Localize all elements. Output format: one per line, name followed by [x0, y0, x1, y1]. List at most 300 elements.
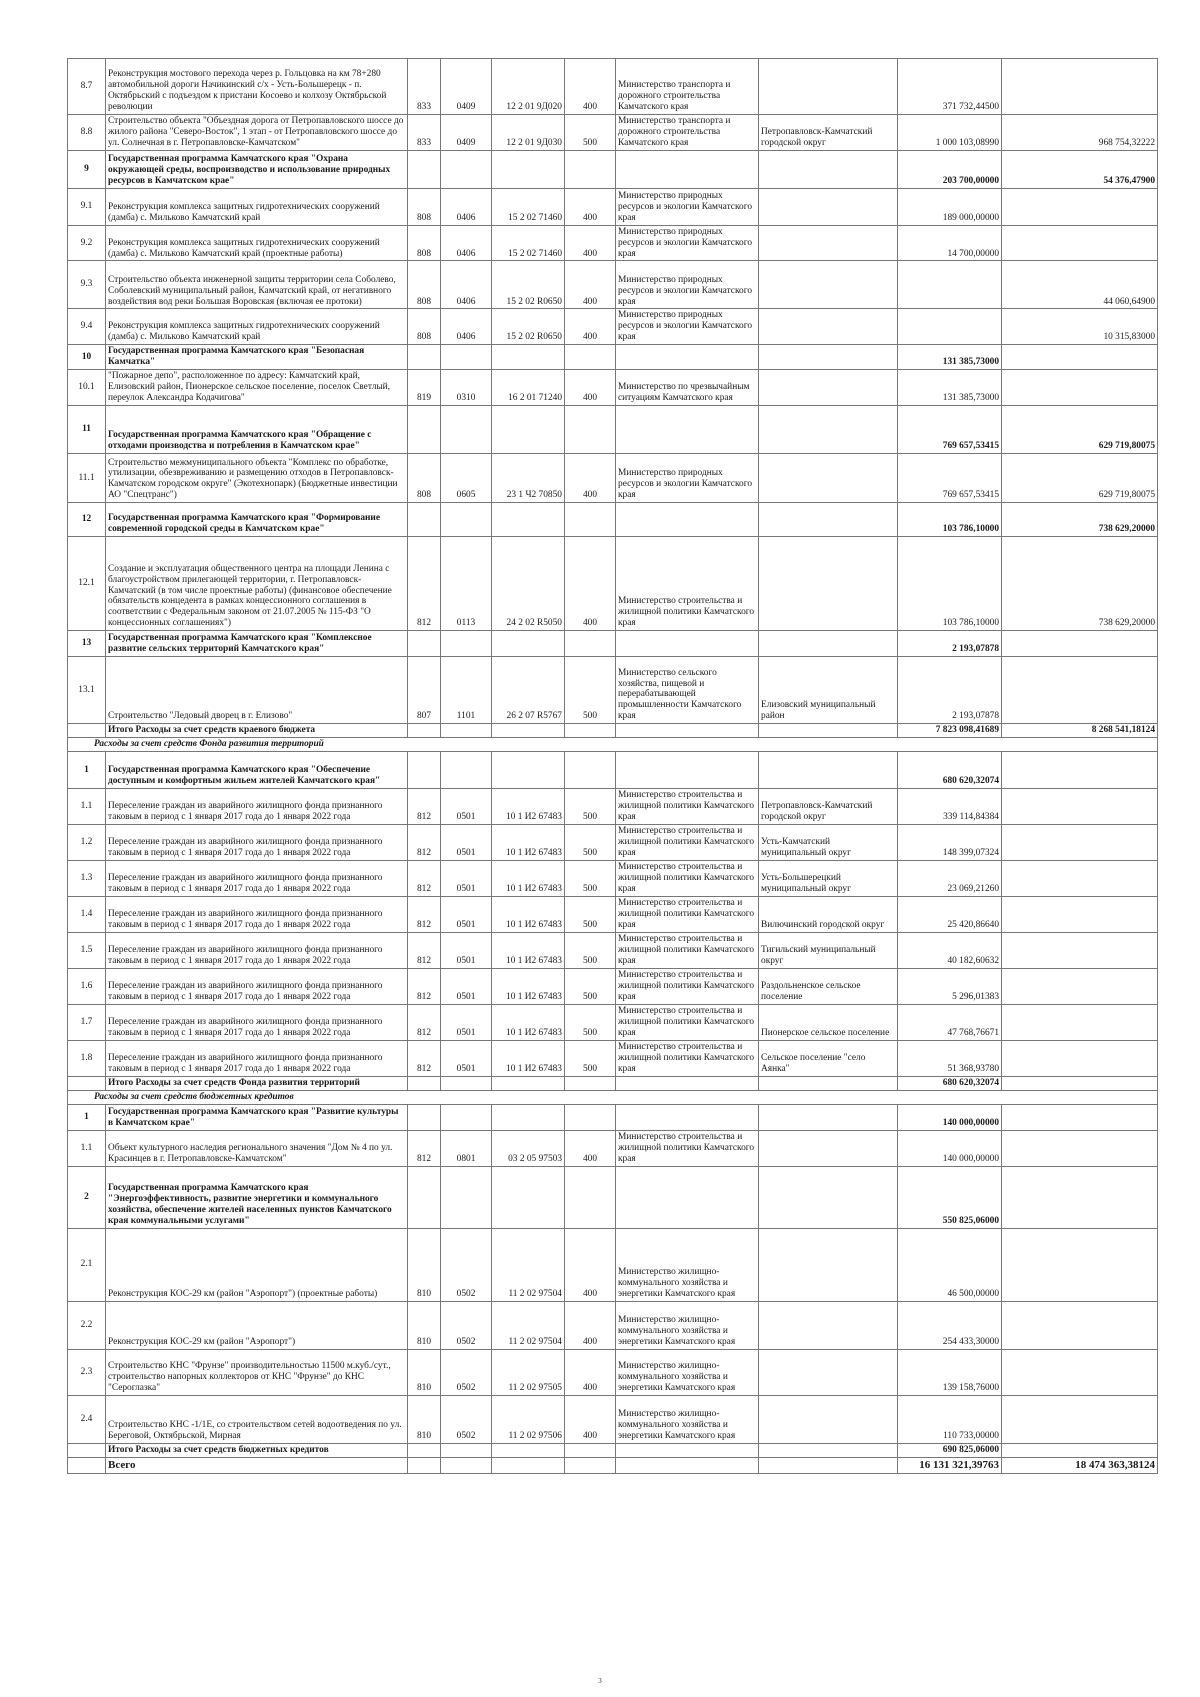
target-code [492, 631, 565, 657]
amount-2024: 738 629,20000 [1002, 503, 1158, 537]
recipient-name [759, 503, 898, 537]
ministry-name: Министерство по чрезвычайным ситуациям Камчатского края [616, 370, 759, 406]
amount-2024 [1002, 1004, 1158, 1040]
ministry-code: 812 [408, 824, 441, 860]
expense-type [565, 751, 616, 788]
recipient-name [759, 1166, 898, 1228]
row-number [68, 1457, 106, 1473]
table-row-prog [68, 631, 1158, 657]
row-number: 11.1 [68, 454, 106, 503]
table-row-total [68, 724, 1158, 738]
recipient-name [759, 1301, 898, 1349]
section-code: 0502 [441, 1395, 492, 1443]
ministry-name: Министерство природных ресурсов и экологии Камчатского края [616, 188, 759, 225]
amount-2024 [1002, 1076, 1158, 1090]
recipient-name [759, 1076, 898, 1090]
row-number: 11 [68, 406, 106, 454]
target-code: 11 2 02 97506 [492, 1395, 565, 1443]
table-row-item [68, 896, 1158, 932]
ministry-name: Министерство строительства и жилищной политики Камчатского края [616, 860, 759, 896]
recipient-name: Тигильский муниципальный округ [759, 932, 898, 968]
object-name: Строительство КНС -1/1Е, со строительством сетей водоотведения по ул. Береговой, Октябрьской, Мирная [106, 1395, 408, 1443]
section-code [441, 724, 492, 738]
target-code: 12 2 01 9Д030 [492, 115, 565, 151]
expense-type [565, 1104, 616, 1130]
row-number: 12 [68, 503, 106, 537]
row-number: 1.1 [68, 1130, 106, 1166]
ministry-code: 812 [408, 788, 441, 824]
ministry-name [616, 1457, 759, 1473]
ministry-code: 819 [408, 370, 441, 406]
row-number: 1 [68, 751, 106, 788]
recipient-name [759, 724, 898, 738]
object-name: Переселение граждан из аварийного жилищного фонда признанного таковым в период с 1 января 2017 года до 1 января 2022 года [106, 896, 408, 932]
recipient-name [759, 1104, 898, 1130]
ministry-code: 812 [408, 537, 441, 631]
table-row-section [68, 1090, 1158, 1104]
target-code: 10 1 И2 67483 [492, 968, 565, 1004]
target-code [492, 406, 565, 454]
row-number [68, 724, 106, 738]
amount-2024: 738 629,20000 [1002, 537, 1158, 631]
target-code [492, 1076, 565, 1090]
amount-2024 [1002, 1349, 1158, 1395]
section-code: 0605 [441, 454, 492, 503]
section-code: 0501 [441, 1004, 492, 1040]
amount-2023: 139 158,76000 [898, 1349, 1002, 1395]
recipient-name [759, 1457, 898, 1473]
ministry-name [616, 345, 759, 370]
object-name: Строительство межмуниципального объекта "Комплекс по обработке, утилизации, обезвреживанию и размещению отходов в Петропавловск-Камчатском городском округе" (Экотехнопарк) (Бюджетные инвестиции АО "Спецтранс") [106, 454, 408, 503]
ministry-name [616, 503, 759, 537]
target-code: 10 1 И2 67483 [492, 788, 565, 824]
ministry-name: Министерство строительства и жилищной политики Камчатского края [616, 932, 759, 968]
recipient-name: Пионерское сельское поселение [759, 1004, 898, 1040]
table-row-prog [68, 406, 1158, 454]
ministry-code: 812 [408, 932, 441, 968]
table-row-prog [68, 150, 1158, 188]
ministry-name: Министерство жилищно-коммунального хозяйства и энергетики Камчатского края [616, 1349, 759, 1395]
table-row-item [68, 1301, 1158, 1349]
section-code: 0406 [441, 188, 492, 225]
expense-type: 400 [565, 1301, 616, 1349]
recipient-name: Усть-Камчатский муниципальный округ [759, 824, 898, 860]
object-name: Создание и эксплуатация общественного центра на площади Ленина с благоустройством прилегающей территории, г. Петропавловск-Камчатский (в том числе проектные работы) (финансовое обеспечение обязательств концедента в рамках концессионного соглашения в соответствии с Федеральным законом от 21.07.2005 № 115-ФЗ "О концессионных соглашениях") [106, 537, 408, 631]
ministry-code: 808 [408, 225, 441, 261]
row-number: 2.3 [68, 1349, 106, 1395]
recipient-name [759, 631, 898, 657]
ministry-name: Министерство строительства и жилищной политики Камчатского края [616, 1004, 759, 1040]
target-code: 24 2 02 R5050 [492, 537, 565, 631]
target-code: 15 2 02 71460 [492, 188, 565, 225]
recipient-name [759, 1130, 898, 1166]
table-row-item [68, 370, 1158, 406]
amount-2024 [1002, 1395, 1158, 1443]
amount-2024: 44 060,64900 [1002, 261, 1158, 309]
section-code [441, 631, 492, 657]
object-name: Объект культурного наследия регионального значения "Дом № 4 по ул. Красинцев в г. Петропавловске-Камчатском" [106, 1130, 408, 1166]
object-name: Итого Расходы за счет средств Фонда развития территорий [106, 1076, 408, 1090]
ministry-name: Министерство строительства и жилищной политики Камчатского края [616, 1040, 759, 1076]
table-row-item [68, 188, 1158, 225]
target-code: 03 2 05 97503 [492, 1130, 565, 1166]
expense-type [565, 150, 616, 188]
section-code: 0502 [441, 1228, 492, 1301]
object-name: "Пожарное депо", расположенное по адресу: Камчатский край, Елизовский район, Пионерское сельское поселение, поселок Светлый, переулок Александра Кодачигова" [106, 370, 408, 406]
table-row-item [68, 1040, 1158, 1076]
row-number: 10.1 [68, 370, 106, 406]
section-code: 0409 [441, 59, 492, 115]
amount-2024 [1002, 788, 1158, 824]
row-number: 13 [68, 631, 106, 657]
object-name: Переселение граждан из аварийного жилищного фонда признанного таковым в период с 1 января 2017 года до 1 января 2022 года [106, 824, 408, 860]
table-row-prog [68, 503, 1158, 537]
recipient-name [759, 59, 898, 115]
amount-2024 [1002, 188, 1158, 225]
object-name: Реконструкция комплекса защитных гидротехнических сооружений (дамба) с. Мильково Камчатский край [106, 188, 408, 225]
table-row-item [68, 115, 1158, 151]
amount-2024 [1002, 968, 1158, 1004]
object-name: Переселение граждан из аварийного жилищного фонда признанного таковым в период с 1 января 2017 года до 1 января 2022 года [106, 968, 408, 1004]
expense-type [565, 345, 616, 370]
budget-table [67, 58, 1158, 1474]
row-number [68, 1076, 106, 1090]
amount-2023: 131 385,73000 [898, 345, 1002, 370]
amount-2023: 1 000 103,08990 [898, 115, 1002, 151]
amount-2023 [898, 261, 1002, 309]
ministry-name: Министерство природных ресурсов и экологии Камчатского края [616, 454, 759, 503]
amount-2024: 10 315,83000 [1002, 309, 1158, 345]
object-name: Государственная программа Камчатского края "Энергоэффективность, развитие энергетики и коммунального хозяйства, обеспечение жителей населенных пунктов Камчатского края коммунальными услугами" [106, 1166, 408, 1228]
object-name: Итого Расходы за счет средств бюджетных кредитов [106, 1443, 408, 1457]
object-name: Переселение граждан из аварийного жилищного фонда признанного таковым в период с 1 января 2017 года до 1 января 2022 года [106, 860, 408, 896]
ministry-code [408, 1076, 441, 1090]
ministry-name: Министерство жилищно-коммунального хозяйства и энергетики Камчатского края [616, 1228, 759, 1301]
table-row-item [68, 1130, 1158, 1166]
expense-type: 400 [565, 537, 616, 631]
section-heading: Расходы за счет средств Фонда развития территорий [68, 738, 1158, 752]
recipient-name [759, 345, 898, 370]
row-number: 12.1 [68, 537, 106, 631]
object-name: Реконструкция мостового перехода через р. Гольцовка на км 78+280 автомобильной дороги Начикинский с/х - Усть-Большерецк - п. Октябрьский с подъездом к пристани Косоево и колхозу Октябрьской революции [106, 59, 408, 115]
amount-2023: 550 825,06000 [898, 1166, 1002, 1228]
target-code: 10 1 И2 67483 [492, 896, 565, 932]
ministry-name: Министерство сельского хозяйства, пищевой и перерабатывающей промышленности Камчатского края [616, 657, 759, 724]
row-number: 2.2 [68, 1301, 106, 1349]
section-code [441, 751, 492, 788]
object-name: Строительство объекта "Объездная дорога от Петропавловского шоссе до жилого района "Северо-Восток", 1 этап - от Петропавловского шоссе до ул. Солнечная в г. Петропавловске-Камчатском" [106, 115, 408, 151]
amount-2024 [1002, 1040, 1158, 1076]
row-number: 1 [68, 1104, 106, 1130]
object-name: Реконструкция комплекса защитных гидротехнических сооружений (дамба) с. Мильково Камчатский край (проектные работы) [106, 225, 408, 261]
amount-2024 [1002, 225, 1158, 261]
amount-2023: 110 733,00000 [898, 1395, 1002, 1443]
ministry-name: Министерство транспорта и дорожного строительства Камчатского края [616, 59, 759, 115]
section-code [441, 345, 492, 370]
ministry-code [408, 503, 441, 537]
ministry-code [408, 751, 441, 788]
table-row-item [68, 788, 1158, 824]
amount-2023: 25 420,86640 [898, 896, 1002, 932]
object-name: Переселение граждан из аварийного жилищного фонда признанного таковым в период с 1 января 2017 года до 1 января 2022 года [106, 1040, 408, 1076]
ministry-code [408, 1457, 441, 1473]
recipient-name [759, 225, 898, 261]
expense-type: 500 [565, 115, 616, 151]
object-name: Государственная программа Камчатского края "Охрана окружающей среды, воспроизводство и использование природных ресурсов в Камчатском крае" [106, 150, 408, 188]
recipient-name [759, 751, 898, 788]
ministry-name: Министерство строительства и жилищной политики Камчатского края [616, 788, 759, 824]
ministry-code: 812 [408, 1130, 441, 1166]
recipient-name [759, 537, 898, 631]
expense-type: 500 [565, 1040, 616, 1076]
object-name: Реконструкция комплекса защитных гидротехнических сооружений (дамба) с. Мильково Камчатский край [106, 309, 408, 345]
table-row-item [68, 932, 1158, 968]
expense-type: 400 [565, 1395, 616, 1443]
ministry-code [408, 1443, 441, 1457]
ministry-name [616, 1104, 759, 1130]
ministry-name [616, 1443, 759, 1457]
recipient-name: Елизовский муниципальный район [759, 657, 898, 724]
target-code: 10 1 И2 67483 [492, 932, 565, 968]
target-code: 23 1 Ч2 70850 [492, 454, 565, 503]
expense-type: 400 [565, 1130, 616, 1166]
table-row-item [68, 968, 1158, 1004]
section-heading: Расходы за счет средств бюджетных кредитов [68, 1090, 1158, 1104]
amount-2024: 18 474 363,38124 [1002, 1457, 1158, 1473]
amount-2023: 254 433,30000 [898, 1301, 1002, 1349]
amount-2023: 769 657,53415 [898, 454, 1002, 503]
ministry-code: 833 [408, 59, 441, 115]
amount-2024 [1002, 1104, 1158, 1130]
section-code: 1101 [441, 657, 492, 724]
section-code: 0501 [441, 968, 492, 1004]
expense-type [565, 1457, 616, 1473]
amount-2024: 54 376,47900 [1002, 150, 1158, 188]
recipient-name [759, 1443, 898, 1457]
amount-2023: 47 768,76671 [898, 1004, 1002, 1040]
amount-2024 [1002, 657, 1158, 724]
object-name: Государственная программа Камчатского края "Обращение с отходами производства и потребления в Камчатском крае" [106, 406, 408, 454]
amount-2024: 968 754,32222 [1002, 115, 1158, 151]
target-code: 15 2 02 R0650 [492, 309, 565, 345]
ministry-code [408, 406, 441, 454]
section-code: 0501 [441, 860, 492, 896]
ministry-name: Министерство транспорта и дорожного строительства Камчатского края [616, 115, 759, 151]
expense-type [565, 631, 616, 657]
expense-type: 500 [565, 824, 616, 860]
row-number: 1.6 [68, 968, 106, 1004]
section-code: 0113 [441, 537, 492, 631]
expense-type [565, 1166, 616, 1228]
target-code: 10 1 И2 67483 [492, 1040, 565, 1076]
ministry-name: Министерство строительства и жилищной политики Камчатского края [616, 537, 759, 631]
target-code: 15 2 02 71460 [492, 225, 565, 261]
row-number: 13.1 [68, 657, 106, 724]
target-code: 15 2 02 R0650 [492, 261, 565, 309]
amount-2024 [1002, 860, 1158, 896]
object-name: Переселение граждан из аварийного жилищного фонда признанного таковым в период с 1 января 2017 года до 1 января 2022 года [106, 1004, 408, 1040]
target-code: 12 2 01 9Д020 [492, 59, 565, 115]
recipient-name: Петропавловск-Камчатский городской округ [759, 788, 898, 824]
recipient-name [759, 309, 898, 345]
row-number: 9.2 [68, 225, 106, 261]
row-number: 1.5 [68, 932, 106, 968]
amount-2023: 40 182,60632 [898, 932, 1002, 968]
ministry-code [408, 1166, 441, 1228]
row-number: 1.7 [68, 1004, 106, 1040]
amount-2023: 680 620,32074 [898, 751, 1002, 788]
section-code: 0501 [441, 1040, 492, 1076]
target-code [492, 1457, 565, 1473]
ministry-code: 808 [408, 309, 441, 345]
amount-2023: 14 700,00000 [898, 225, 1002, 261]
ministry-code: 810 [408, 1301, 441, 1349]
expense-type [565, 406, 616, 454]
row-number: 1.3 [68, 860, 106, 896]
table-row-item [68, 454, 1158, 503]
target-code: 16 2 01 71240 [492, 370, 565, 406]
row-number: 1.1 [68, 788, 106, 824]
row-number: 9.3 [68, 261, 106, 309]
amount-2023: 103 786,10000 [898, 503, 1002, 537]
ministry-code: 812 [408, 860, 441, 896]
ministry-code [408, 1104, 441, 1130]
row-number [68, 1443, 106, 1457]
table-row-prog [68, 1166, 1158, 1228]
ministry-code: 812 [408, 1040, 441, 1076]
section-code: 0501 [441, 896, 492, 932]
section-code: 0501 [441, 824, 492, 860]
amount-2024 [1002, 59, 1158, 115]
target-code: 10 1 И2 67483 [492, 824, 565, 860]
ministry-code: 808 [408, 261, 441, 309]
row-number: 1.4 [68, 896, 106, 932]
recipient-name: Петропавловск-Камчатский городской округ [759, 115, 898, 151]
amount-2023: 148 399,07324 [898, 824, 1002, 860]
table-row-item [68, 860, 1158, 896]
table-row-item [68, 537, 1158, 631]
page-number: 3 [598, 1677, 602, 1685]
section-code: 0501 [441, 788, 492, 824]
expense-type: 400 [565, 188, 616, 225]
target-code [492, 345, 565, 370]
table-row-item [68, 824, 1158, 860]
table-row-total [68, 1443, 1158, 1457]
recipient-name [759, 150, 898, 188]
amount-2023: 371 732,44500 [898, 59, 1002, 115]
ministry-code [408, 631, 441, 657]
table-row-item [68, 657, 1158, 724]
section-code: 0502 [441, 1349, 492, 1395]
amount-2023: 140 000,00000 [898, 1104, 1002, 1130]
amount-2023: 7 823 098,41689 [898, 724, 1002, 738]
table-row-total [68, 1076, 1158, 1090]
amount-2023: 103 786,10000 [898, 537, 1002, 631]
expense-type: 500 [565, 788, 616, 824]
ministry-code: 810 [408, 1228, 441, 1301]
table-row-item [68, 225, 1158, 261]
amount-2023: 5 296,01383 [898, 968, 1002, 1004]
recipient-name [759, 406, 898, 454]
ministry-name: Министерство природных ресурсов и экологии Камчатского края [616, 225, 759, 261]
section-code: 0406 [441, 261, 492, 309]
ministry-name [616, 406, 759, 454]
ministry-name: Министерство строительства и жилищной политики Камчатского края [616, 824, 759, 860]
target-code [492, 1104, 565, 1130]
expense-type: 500 [565, 932, 616, 968]
ministry-code: 833 [408, 115, 441, 151]
object-name: Реконструкция КОС-29 км (район "Аэропорт") (проектные работы) [106, 1228, 408, 1301]
target-code: 11 2 02 97504 [492, 1301, 565, 1349]
expense-type: 400 [565, 1228, 616, 1301]
target-code [492, 751, 565, 788]
ministry-code [408, 150, 441, 188]
table-row-prog [68, 751, 1158, 788]
row-number: 8.7 [68, 59, 106, 115]
budget-sheet [67, 58, 1157, 1474]
expense-type: 400 [565, 370, 616, 406]
object-name: Строительство КНС "Фрунзе" производительностью 11500 м.куб./сут., строительство напорных коллекторов от КНС "Фрунзе" до КНС "Сероглазка" [106, 1349, 408, 1395]
ministry-name: Министерство строительства и жилищной политики Камчатского края [616, 968, 759, 1004]
object-name: Государственная программа Камчатского края "Развитие культуры в Камчатском крае" [106, 1104, 408, 1130]
expense-type: 500 [565, 968, 616, 1004]
amount-2024 [1002, 1166, 1158, 1228]
expense-type: 400 [565, 309, 616, 345]
ministry-name: Министерство природных ресурсов и экологии Камчатского края [616, 261, 759, 309]
ministry-name [616, 150, 759, 188]
amount-2023: 769 657,53415 [898, 406, 1002, 454]
section-code [441, 1457, 492, 1473]
object-name: Переселение граждан из аварийного жилищного фонда признанного таковым в период с 1 января 2017 года до 1 января 2022 года [106, 932, 408, 968]
object-name: Реконструкция КОС-29 км (район "Аэропорт") [106, 1301, 408, 1349]
expense-type [565, 503, 616, 537]
ministry-name: Министерство природных ресурсов и экологии Камчатского края [616, 309, 759, 345]
expense-type: 400 [565, 225, 616, 261]
row-number: 2.1 [68, 1228, 106, 1301]
amount-2024: 629 719,80075 [1002, 406, 1158, 454]
recipient-name [759, 454, 898, 503]
ministry-name: Министерство жилищно-коммунального хозяйства и энергетики Камчатского края [616, 1301, 759, 1349]
amount-2023: 131 385,73000 [898, 370, 1002, 406]
table-row-item [68, 1228, 1158, 1301]
section-code: 0502 [441, 1301, 492, 1349]
section-code [441, 406, 492, 454]
object-name: Государственная программа Камчатского края "Комплексное развитие сельских территорий Камчатского края" [106, 631, 408, 657]
target-code [492, 1443, 565, 1457]
section-code: 0406 [441, 309, 492, 345]
ministry-code: 812 [408, 1004, 441, 1040]
amount-2023 [898, 309, 1002, 345]
expense-type [565, 1443, 616, 1457]
section-code [441, 150, 492, 188]
ministry-code [408, 345, 441, 370]
expense-type: 400 [565, 454, 616, 503]
amount-2023: 2 193,07878 [898, 631, 1002, 657]
table-row-prog [68, 1104, 1158, 1130]
amount-2024 [1002, 1130, 1158, 1166]
target-code [492, 1166, 565, 1228]
amount-2024 [1002, 370, 1158, 406]
amount-2024: 8 268 541,18124 [1002, 724, 1158, 738]
amount-2023: 140 000,00000 [898, 1130, 1002, 1166]
ministry-code: 808 [408, 454, 441, 503]
object-name: Строительство "Ледовый дворец в г. Елизово" [106, 657, 408, 724]
table-row-item [68, 1004, 1158, 1040]
expense-type [565, 724, 616, 738]
recipient-name: Сельское поселение "село Аянка" [759, 1040, 898, 1076]
table-row-item [68, 261, 1158, 309]
expense-type: 500 [565, 860, 616, 896]
